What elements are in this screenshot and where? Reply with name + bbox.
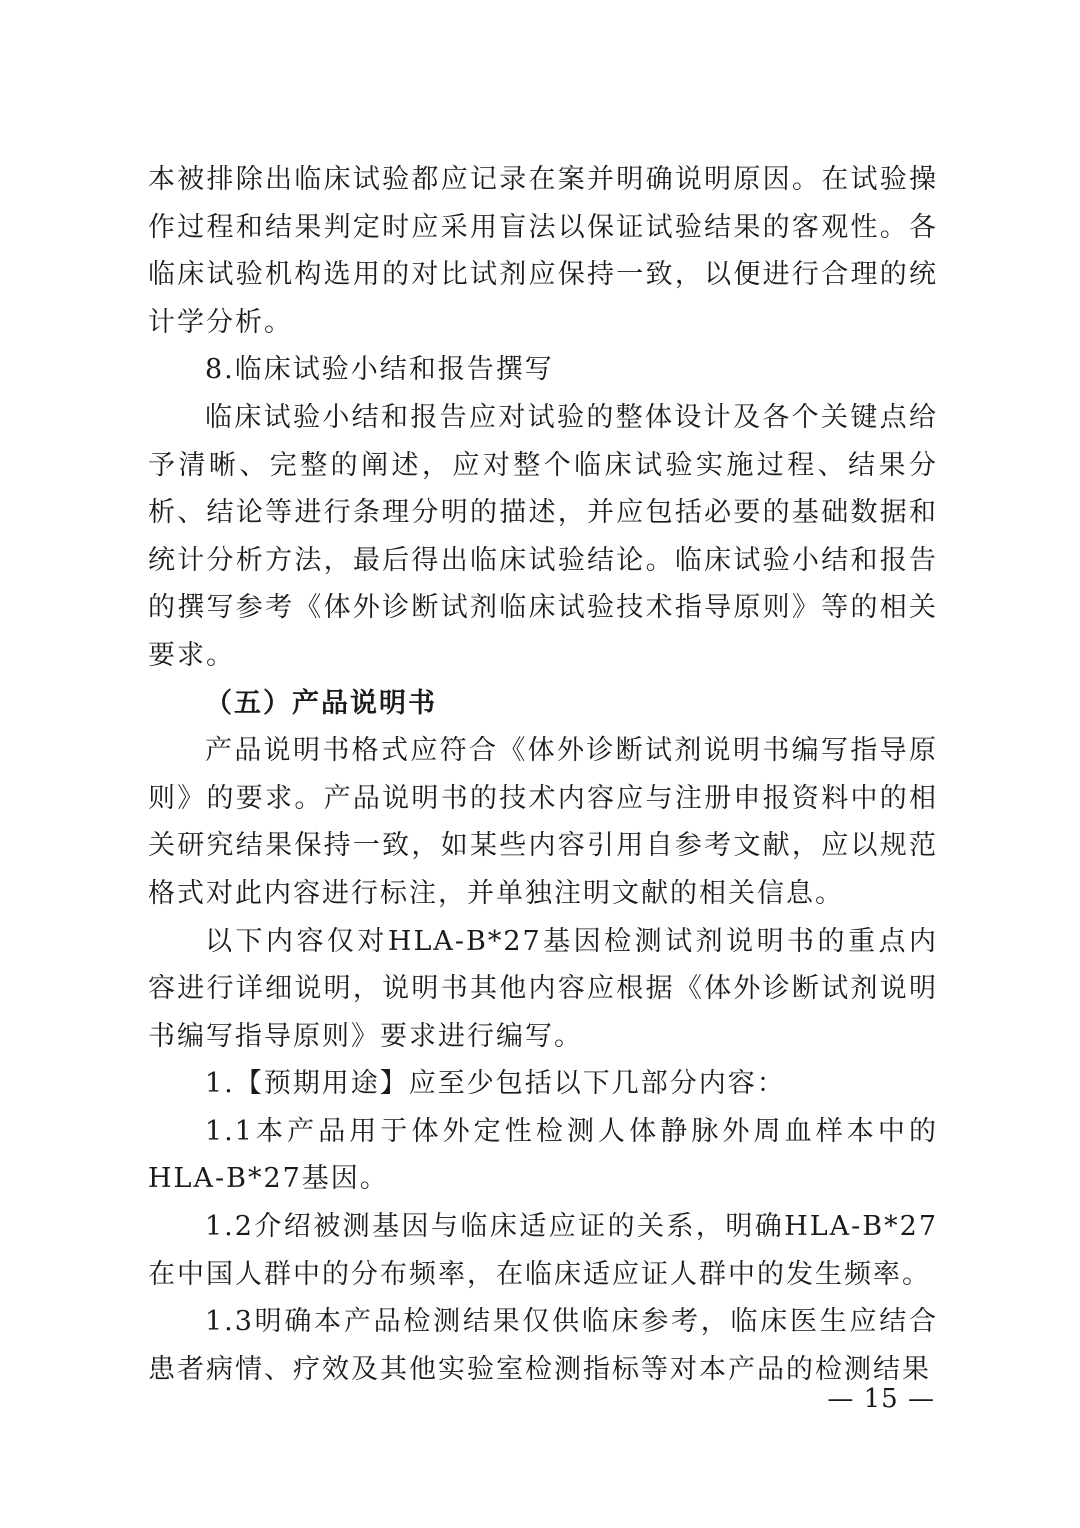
paragraph-continuation: 本被排除出临床试验都应记录在案并明确说明原因。在试验操作过程和结果判定时应采用盲法以保证试验结果的客观性。各临床试验机构选用的对比试剂应保持一致，以便进行合理的统计学分析。 [148,164,938,338]
item-1-2: 1.2介绍被测基因与临床适应证的关系，明确HLA-B*27在中国人群中的分布频率，在临床适应证人群中的发生频率。 [148,1211,938,1290]
paragraph-manual-format: 产品说明书格式应符合《体外诊断试剂说明书编写指导原则》的要求。产品说明书的技术内容应与注册申报资料中的相关研究结果保持一致，如某些内容引用自参考文献，应以规范格式对此内容进行标注，并单独注明文献的相关信息。 [148,735,938,909]
paragraph-manual-key-content: 以下内容仅对HLA-B*27基因检测试剂说明书的重点内容进行详细说明，说明书其他内容应根据《体外诊断试剂说明书编写指导原则》要求进行编写。 [148,925,938,1052]
item-intended-use: 1.【预期用途】应至少包括以下几部分内容： [205,1068,786,1100]
section-heading-product-manual: （五）产品说明书 [205,687,437,719]
body-text [148,156,938,1393]
paragraph-clinical-report: 临床试验小结和报告应对试验的整体设计及各个关键点给予清晰、完整的阐述，应对整个临床试验实施过程、结果分析、结论等进行条理分明的描述，并应包括必要的基础数据和统计分析方法，最后得出临床试验结论。临床试验小结和报告的撰写参考《体外诊断试剂临床试验技术指导原则》等的相关要求。 [148,401,938,671]
page-number: — 15 — [827,1384,935,1414]
item-1-3: 1.3明确本产品检测结果仅供临床参考，临床医生应结合患者病情、疗效及其他实验室检测指标等对本产品的检测结果 [148,1306,938,1385]
item-1-1: 1.1本产品用于体外定性检测人体静脉外周血样本中的HLA-B*27基因。 [148,1115,938,1195]
section-heading-clinical-report: 8.临床试验小结和报告撰写 [205,354,554,386]
